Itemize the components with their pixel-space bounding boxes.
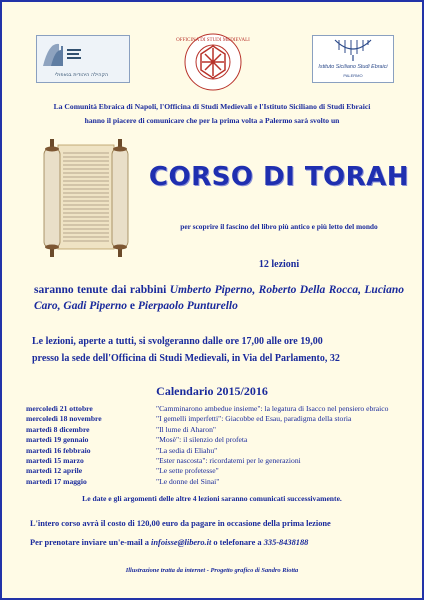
- lesson-date: martedì 16 febbraio: [26, 445, 91, 455]
- lesson-topic: "Le donne del Sinai": [156, 476, 220, 486]
- calendar-row: [26, 446, 406, 456]
- lesson-date: martedì 8 dicembre: [26, 424, 90, 434]
- intro-line-1: La Comunità Ebraica di Napoli, l'Officina di Studi Medievali e l'Istituto Siciliano di Studi Ebraici: [53, 102, 371, 111]
- rabbi-name: Luciano Caro,: [34, 284, 405, 312]
- lesson-topic: "Il lume di Aharon": [156, 424, 216, 434]
- contact-lead: Per prenotare inviare un'e-mail a: [30, 538, 149, 547]
- intro-line-2: hanno il piacere di comunicare che per la prima volta a Palermo sarà svolto un: [84, 116, 340, 125]
- calendar-row: [26, 456, 406, 466]
- rabbis-paragraph: [34, 282, 404, 314]
- right-logo-org: Istituto Siciliano Studi Ebraici: [318, 64, 388, 70]
- torah-scroll-icon: [36, 139, 136, 257]
- calendar-row: [26, 477, 406, 487]
- rabbi-name: Umberto Piperno,: [169, 284, 256, 296]
- torah-scroll-illustration: [36, 139, 136, 257]
- other-lessons-note: Le date e gli argomenti delle altre 4 lezioni saranno comunicati successivamente.: [82, 494, 342, 503]
- lesson-topic: "Mosè": il silenzio del profeta: [156, 435, 248, 445]
- calendar-row: [26, 425, 406, 435]
- contact-phone[interactable]: 335-8438188: [263, 538, 309, 547]
- course-cost: L'intero corso avrà il costo di 120,00 euro da pagare in occasione della prima lezione: [30, 519, 331, 528]
- lesson-count: 12 lezioni: [258, 259, 300, 270]
- rabbis-lead: saranno tenute dai rabbini: [34, 284, 167, 296]
- lesson-topic: "Le sette profetesse": [156, 466, 219, 476]
- calendar-row: [26, 414, 406, 424]
- lesson-topic: "Ester nascosta": ricordatemi per le generazioni: [156, 456, 301, 466]
- medieval-seal-icon: [176, 32, 250, 92]
- rabbi-name: Roberto Della Rocca,: [258, 284, 361, 296]
- jewish-community-naples-logo: [36, 35, 130, 83]
- venue-line-1: Le lezioni, aperte a tutti, si svolgeranno dalle ore 17,00 alle ore 19,00: [32, 336, 323, 347]
- rabbi-name: Gadi Piperno: [63, 300, 127, 312]
- calendar-row: [26, 404, 406, 414]
- course-title: CORSO DI TORAH: [148, 162, 410, 192]
- lesson-date: martedì 19 gennaio: [26, 435, 89, 445]
- lesson-topic: "La sedia di Eliahu": [156, 445, 218, 455]
- contact-line: [30, 538, 410, 547]
- course-subtitle: per scoprire il fascino del libro più antico e più letto del mondo: [180, 222, 378, 231]
- calendar-row: [26, 466, 406, 476]
- seal-text: OFFICINA DI STUDI MEDIEVALI: [176, 38, 250, 43]
- istituto-siciliano-logo: [312, 35, 394, 83]
- calendar-title: Calendario 2015/2016: [156, 384, 268, 398]
- rabbis-conjunction: e: [129, 300, 135, 312]
- lamp-logo-icon: [313, 36, 393, 62]
- lesson-date: martedì 17 maggio: [26, 476, 87, 486]
- venue-line-2: presso la sede dell'Officina di Studi Medievali, in Via del Parlamento, 32: [32, 353, 340, 364]
- rabbi-name: Pierpaolo Punturello: [137, 300, 238, 312]
- venue-paragraph: [32, 333, 402, 367]
- contact-mid: o telefonare a: [213, 538, 262, 547]
- lesson-topic: "Camminarono ambedue insieme": la legatura di Isacco nel pensiero ebraico: [156, 404, 389, 413]
- lesson-topic: "I gemelli imperfetti": Giacobbe ed Esau, paradigma della storia: [156, 414, 352, 424]
- intro-text: [8, 100, 416, 128]
- calendar-row: [26, 435, 406, 445]
- officina-studi-medievali-seal: [176, 32, 250, 92]
- right-logo-city: PALERMO: [343, 73, 363, 78]
- lesson-date: mercoledì 18 novembre: [26, 414, 102, 424]
- calendar-list: [26, 404, 406, 487]
- lesson-date: mercoledì 21 ottobre: [26, 404, 93, 413]
- left-logo-caption: הקהילה היהודית בנאפולי: [55, 72, 109, 78]
- credits-footer: Illustrazione tratta da internet - Progetto grafico di Sandro Riotta: [125, 567, 299, 574]
- contact-email-link[interactable]: infoisse@libero.it: [151, 538, 212, 547]
- lesson-date: martedì 15 marzo: [26, 456, 84, 466]
- lesson-date: martedì 12 aprile: [26, 466, 83, 476]
